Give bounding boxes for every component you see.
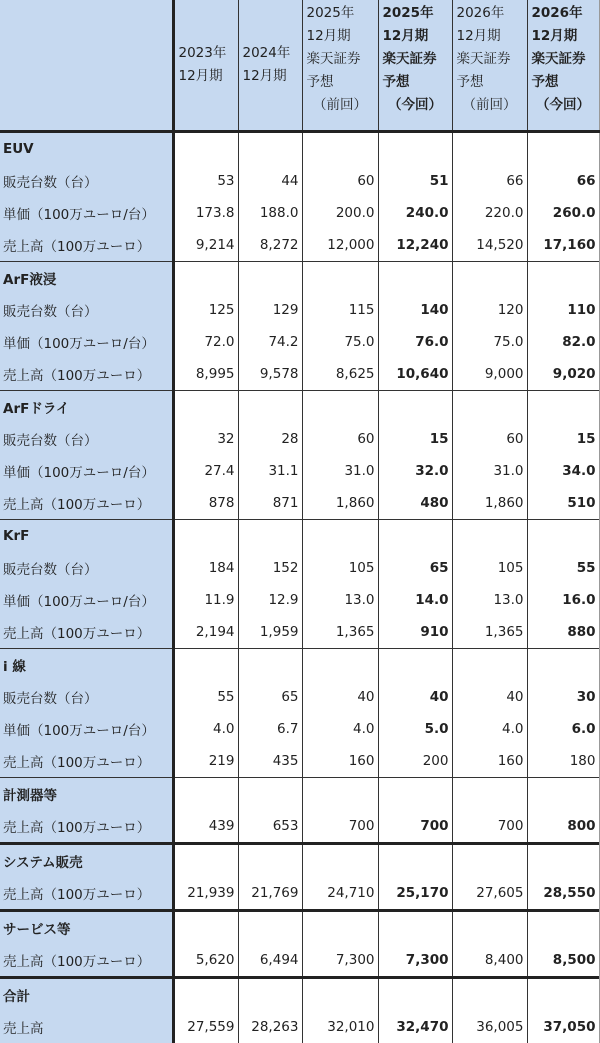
value-cell: 37,050: [527, 1011, 600, 1043]
value-cell: 82.0: [527, 326, 600, 358]
value-cell: 700: [378, 810, 452, 844]
value-cell: 9,020: [527, 358, 600, 391]
column-header-line: 12月期: [456, 28, 501, 44]
value-cell: 13.0: [302, 584, 378, 616]
column-header-line: 楽天証券: [306, 51, 361, 67]
empty-cell: [452, 132, 527, 166]
empty-cell: [302, 391, 378, 424]
table-row: [0, 877, 600, 911]
value-cell: 31.1: [238, 455, 302, 487]
column-header-line: 2024年: [242, 45, 291, 61]
value-cell: 480: [378, 487, 452, 520]
value-cell: 1,365: [302, 616, 378, 649]
table-row: [0, 358, 600, 391]
value-cell: 800: [527, 810, 600, 844]
empty-cell: [173, 844, 238, 878]
empty-cell: [527, 520, 600, 553]
row-label: 単価（100万ユーロ/台）: [0, 713, 173, 745]
group-title: ArFドライ: [0, 391, 173, 424]
column-header-line: 予想: [456, 74, 484, 90]
group-title-row: [0, 778, 600, 811]
table-row: [0, 616, 600, 649]
row-label: 単価（100万ユーロ/台）: [0, 326, 173, 358]
value-cell: 6.0: [527, 713, 600, 745]
empty-cell: [238, 978, 302, 1012]
table-row: [0, 423, 600, 455]
value-cell: 6.7: [238, 713, 302, 745]
empty-cell: [527, 132, 600, 166]
value-cell: 6,494: [238, 944, 302, 978]
empty-cell: [238, 778, 302, 811]
empty-cell: [302, 844, 378, 878]
value-cell: 435: [238, 745, 302, 778]
value-cell: 60: [452, 423, 527, 455]
group-title: サービス等: [0, 911, 173, 945]
table-row: [0, 455, 600, 487]
row-label: 販売台数（台）: [0, 165, 173, 197]
column-header-line: （前回）: [313, 97, 367, 113]
value-cell: 8,500: [527, 944, 600, 978]
header-corner: [0, 0, 173, 132]
table-row: [0, 487, 600, 520]
value-cell: 184: [173, 552, 238, 584]
value-cell: 5.0: [378, 713, 452, 745]
value-cell: 14.0: [378, 584, 452, 616]
row-label: 売上高（100万ユーロ）: [0, 745, 173, 778]
value-cell: 31.0: [302, 455, 378, 487]
row-label: 単価（100万ユーロ/台）: [0, 584, 173, 616]
value-cell: 4.0: [452, 713, 527, 745]
empty-cell: [173, 132, 238, 166]
value-cell: 7,300: [302, 944, 378, 978]
value-cell: 51: [378, 165, 452, 197]
column-header-line: 予想: [306, 74, 334, 90]
value-cell: 75.0: [452, 326, 527, 358]
empty-cell: [302, 911, 378, 945]
column-header: [378, 0, 452, 132]
value-cell: 1,860: [302, 487, 378, 520]
empty-cell: [302, 132, 378, 166]
empty-cell: [173, 978, 238, 1012]
empty-cell: [378, 844, 452, 878]
value-cell: 700: [452, 810, 527, 844]
value-cell: 66: [452, 165, 527, 197]
value-cell: 32.0: [378, 455, 452, 487]
table-row: [0, 552, 600, 584]
value-cell: 15: [378, 423, 452, 455]
value-cell: 219: [173, 745, 238, 778]
row-label: 売上高（100万ユーロ）: [0, 616, 173, 649]
row-label: 売上高（100万ユーロ）: [0, 229, 173, 262]
empty-cell: [173, 778, 238, 811]
empty-cell: [238, 391, 302, 424]
value-cell: 871: [238, 487, 302, 520]
value-cell: 880: [527, 616, 600, 649]
group-title: KrF: [0, 520, 173, 553]
empty-cell: [302, 262, 378, 295]
row-label: 販売台数（台）: [0, 294, 173, 326]
group-title: システム販売: [0, 844, 173, 878]
group-title-row: [0, 844, 600, 878]
row-label: 販売台数（台）: [0, 552, 173, 584]
empty-cell: [452, 262, 527, 295]
value-cell: 8,995: [173, 358, 238, 391]
empty-cell: [527, 262, 600, 295]
column-header-line: 12月期: [306, 28, 351, 44]
row-label: 販売台数（台）: [0, 423, 173, 455]
value-cell: 55: [173, 681, 238, 713]
group-title-row: [0, 391, 600, 424]
column-header-line: 2025年: [306, 5, 355, 21]
header-row: [0, 0, 600, 132]
column-header-line: （前回）: [462, 97, 517, 113]
value-cell: 74.2: [238, 326, 302, 358]
value-cell: 28: [238, 423, 302, 455]
table-row: [0, 745, 600, 778]
value-cell: 160: [302, 745, 378, 778]
value-cell: 240.0: [378, 197, 452, 229]
value-cell: 129: [238, 294, 302, 326]
value-cell: 27,605: [452, 877, 527, 911]
value-cell: 32: [173, 423, 238, 455]
value-cell: 12,240: [378, 229, 452, 262]
column-header-line: 12月期: [242, 68, 287, 84]
empty-cell: [238, 262, 302, 295]
empty-cell: [238, 520, 302, 553]
empty-cell: [527, 391, 600, 424]
value-cell: 260.0: [527, 197, 600, 229]
value-cell: 1,959: [238, 616, 302, 649]
empty-cell: [173, 520, 238, 553]
group-title-row: [0, 262, 600, 295]
row-label: 単価（100万ユーロ/台）: [0, 197, 173, 229]
column-header: [452, 0, 527, 132]
value-cell: 200.0: [302, 197, 378, 229]
row-label: 単価（100万ユーロ/台）: [0, 455, 173, 487]
column-header: [302, 0, 378, 132]
value-cell: 5,620: [173, 944, 238, 978]
table-row: [0, 1011, 600, 1043]
empty-cell: [452, 911, 527, 945]
value-cell: 32,470: [378, 1011, 452, 1043]
value-cell: 32,010: [302, 1011, 378, 1043]
value-cell: 12,000: [302, 229, 378, 262]
value-cell: 653: [238, 810, 302, 844]
value-cell: 10,640: [378, 358, 452, 391]
value-cell: 60: [302, 423, 378, 455]
value-cell: 140: [378, 294, 452, 326]
value-cell: 173.8: [173, 197, 238, 229]
column-header: [238, 0, 302, 132]
empty-cell: [378, 262, 452, 295]
group-title-row: [0, 649, 600, 682]
table-row: [0, 584, 600, 616]
value-cell: 55: [527, 552, 600, 584]
row-label: 売上高（100万ユーロ）: [0, 877, 173, 911]
value-cell: 1,860: [452, 487, 527, 520]
value-cell: 120: [452, 294, 527, 326]
value-cell: 200: [378, 745, 452, 778]
column-header-line: 楽天証券: [531, 51, 586, 67]
value-cell: 105: [302, 552, 378, 584]
value-cell: 510: [527, 487, 600, 520]
table-row: [0, 326, 600, 358]
value-cell: 13.0: [452, 584, 527, 616]
empty-cell: [302, 778, 378, 811]
value-cell: 8,625: [302, 358, 378, 391]
value-cell: 65: [378, 552, 452, 584]
empty-cell: [238, 649, 302, 682]
value-cell: 75.0: [302, 326, 378, 358]
value-cell: 53: [173, 165, 238, 197]
value-cell: 65: [238, 681, 302, 713]
empty-cell: [527, 978, 600, 1012]
column-header-line: （今回）: [536, 97, 590, 113]
value-cell: 4.0: [302, 713, 378, 745]
value-cell: 4.0: [173, 713, 238, 745]
value-cell: 60: [302, 165, 378, 197]
empty-cell: [452, 844, 527, 878]
table-row: [0, 810, 600, 844]
value-cell: 44: [238, 165, 302, 197]
group-title: ArF液浸: [0, 262, 173, 295]
group-title: EUV: [0, 132, 173, 166]
empty-cell: [238, 132, 302, 166]
value-cell: 7,300: [378, 944, 452, 978]
column-header-line: 2025年: [382, 5, 434, 21]
column-header-line: 2026年: [456, 5, 505, 21]
row-label: 売上高（100万ユーロ）: [0, 487, 173, 520]
value-cell: 700: [302, 810, 378, 844]
value-cell: 9,000: [452, 358, 527, 391]
empty-cell: [378, 520, 452, 553]
value-cell: 21,939: [173, 877, 238, 911]
value-cell: 125: [173, 294, 238, 326]
value-cell: 72.0: [173, 326, 238, 358]
value-cell: 439: [173, 810, 238, 844]
group-title-row: [0, 911, 600, 945]
group-title-row: [0, 132, 600, 166]
group-title: 合計: [0, 978, 173, 1012]
value-cell: 28,263: [238, 1011, 302, 1043]
table-row: [0, 681, 600, 713]
column-header: [527, 0, 600, 132]
value-cell: 28,550: [527, 877, 600, 911]
empty-cell: [378, 649, 452, 682]
value-cell: 12.9: [238, 584, 302, 616]
value-cell: 30: [527, 681, 600, 713]
column-header-line: 12月期: [531, 28, 578, 44]
table-row: [0, 229, 600, 262]
value-cell: 21,769: [238, 877, 302, 911]
value-cell: 220.0: [452, 197, 527, 229]
value-cell: 36,005: [452, 1011, 527, 1043]
column-header-line: 楽天証券: [456, 51, 511, 67]
empty-cell: [527, 911, 600, 945]
group-title: i 線: [0, 649, 173, 682]
empty-cell: [378, 132, 452, 166]
empty-cell: [527, 778, 600, 811]
value-cell: 9,578: [238, 358, 302, 391]
empty-cell: [173, 262, 238, 295]
empty-cell: [302, 649, 378, 682]
value-cell: 25,170: [378, 877, 452, 911]
value-cell: 31.0: [452, 455, 527, 487]
value-cell: 17,160: [527, 229, 600, 262]
value-cell: 15: [527, 423, 600, 455]
value-cell: 160: [452, 745, 527, 778]
value-cell: 66: [527, 165, 600, 197]
value-cell: 76.0: [378, 326, 452, 358]
value-cell: 188.0: [238, 197, 302, 229]
value-cell: 110: [527, 294, 600, 326]
column-header-line: 予想: [531, 74, 559, 90]
value-cell: 180: [527, 745, 600, 778]
value-cell: 910: [378, 616, 452, 649]
row-label: 売上高: [0, 1011, 173, 1043]
table-row: [0, 713, 600, 745]
empty-cell: [452, 649, 527, 682]
row-label: 売上高（100万ユーロ）: [0, 944, 173, 978]
value-cell: 1,365: [452, 616, 527, 649]
empty-cell: [452, 778, 527, 811]
empty-cell: [527, 649, 600, 682]
row-label: 売上高（100万ユーロ）: [0, 358, 173, 391]
value-cell: 8,272: [238, 229, 302, 262]
column-header-line: （今回）: [388, 97, 442, 113]
value-cell: 11.9: [173, 584, 238, 616]
value-cell: 2,194: [173, 616, 238, 649]
empty-cell: [378, 391, 452, 424]
empty-cell: [173, 649, 238, 682]
column-header-line: 12月期: [382, 28, 429, 44]
value-cell: 8,400: [452, 944, 527, 978]
empty-cell: [527, 844, 600, 878]
table-row: [0, 165, 600, 197]
empty-cell: [452, 978, 527, 1012]
table-row: [0, 944, 600, 978]
table-row: [0, 294, 600, 326]
value-cell: 105: [452, 552, 527, 584]
column-header: [173, 0, 238, 132]
value-cell: 27,559: [173, 1011, 238, 1043]
value-cell: 40: [302, 681, 378, 713]
column-header-line: 12月期: [178, 68, 223, 84]
empty-cell: [302, 520, 378, 553]
group-title: 計測器等: [0, 778, 173, 811]
empty-cell: [173, 911, 238, 945]
group-title-row: [0, 978, 600, 1012]
value-cell: 27.4: [173, 455, 238, 487]
empty-cell: [452, 391, 527, 424]
value-cell: 24,710: [302, 877, 378, 911]
value-cell: 878: [173, 487, 238, 520]
value-cell: 115: [302, 294, 378, 326]
value-cell: 9,214: [173, 229, 238, 262]
empty-cell: [378, 778, 452, 811]
empty-cell: [452, 520, 527, 553]
value-cell: 14,520: [452, 229, 527, 262]
column-header-line: 2026年: [531, 5, 583, 21]
value-cell: 16.0: [527, 584, 600, 616]
empty-cell: [378, 978, 452, 1012]
empty-cell: [238, 911, 302, 945]
value-cell: 40: [452, 681, 527, 713]
table-row: [0, 197, 600, 229]
empty-cell: [302, 978, 378, 1012]
empty-cell: [378, 911, 452, 945]
group-title-row: [0, 520, 600, 553]
empty-cell: [173, 391, 238, 424]
row-label: 売上高（100万ユーロ）: [0, 810, 173, 844]
value-cell: 40: [378, 681, 452, 713]
column-header-line: 予想: [382, 74, 410, 90]
value-cell: 152: [238, 552, 302, 584]
value-cell: 34.0: [527, 455, 600, 487]
column-header-line: 楽天証券: [382, 51, 437, 67]
column-header-line: 2023年: [178, 45, 227, 61]
empty-cell: [238, 844, 302, 878]
row-label: 販売台数（台）: [0, 681, 173, 713]
